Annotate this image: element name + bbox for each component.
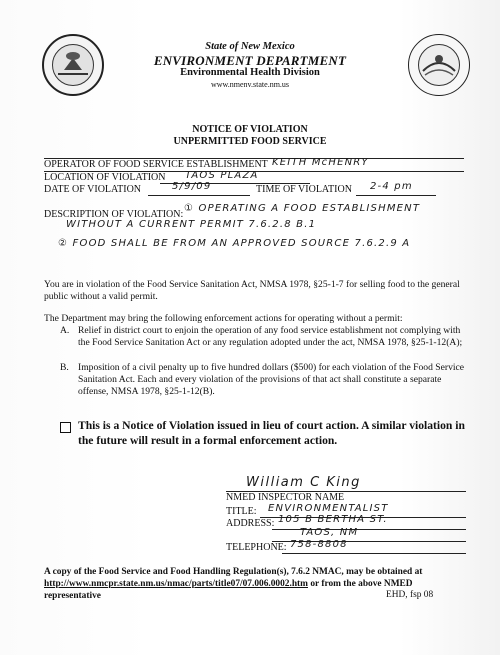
description-line-2: WITHOUT A CURRENT PERMIT 7.6.2.8 B.1 bbox=[66, 219, 317, 230]
date-value: 5/9/09 bbox=[172, 181, 212, 192]
time-rule bbox=[356, 195, 436, 196]
item-a-marker: A. bbox=[60, 325, 70, 336]
state-seal-icon bbox=[42, 34, 104, 96]
title-value: ENVIRONMENTALIST bbox=[268, 503, 389, 514]
description-label: DESCRIPTION OF VIOLATION: bbox=[44, 209, 184, 220]
operator-label: OPERATOR OF FOOD SERVICE ESTABLISHMENT bbox=[44, 159, 268, 170]
header-website: www.nmenv.state.nm.us bbox=[210, 80, 290, 89]
telephone-rule bbox=[282, 553, 466, 554]
location-value: TAOS PLAZA bbox=[185, 170, 259, 181]
time-label: TIME OF VIOLATION bbox=[256, 184, 352, 195]
address-line-2: TAOS, NM bbox=[300, 527, 359, 538]
footer-after-link: or from the above NMED bbox=[307, 579, 413, 589]
notice-checkbox bbox=[60, 422, 71, 433]
form-code: EHD, fsp 08 bbox=[386, 590, 434, 600]
telephone-value: 758-8808 bbox=[290, 539, 348, 550]
time-value: 2-4 pm bbox=[370, 181, 413, 192]
date-rule bbox=[148, 195, 250, 196]
header-division: Environmental Health Division bbox=[180, 67, 320, 78]
nmed-logo-icon bbox=[408, 34, 470, 96]
footer-line-1: A copy of the Food Service and Food Handling Regulation(s), 7.6.2 NMAC, may be obtained at bbox=[44, 567, 423, 577]
title-label: TITLE: bbox=[226, 506, 257, 517]
location-label: LOCATION OF VIOLATION bbox=[44, 172, 166, 183]
header-state: State of New Mexico bbox=[205, 41, 295, 52]
enforcement-intro: The Department may bring the following enforcement actions for operating without a permit: bbox=[44, 313, 403, 324]
item-b-text: Imposition of a civil penalty up to five hundred dollars ($500) for each violation of the Food Service Sanitation Act. Each and every violation of the provisions of that act shall constitute a separate offense, NMSA 1978, §25-1-12(B). bbox=[78, 362, 465, 397]
footer-representative: representative bbox=[44, 591, 101, 601]
regulation-link[interactable]: http://www.nmcpr.state.nm.us/nmac/parts/title07/07.006.0002.htm bbox=[44, 579, 308, 589]
address-line-1: 105 B BERTHA ST. bbox=[278, 514, 388, 525]
address-label: ADDRESS: bbox=[226, 518, 275, 529]
header-department: ENVIRONMENT DEPARTMENT bbox=[153, 53, 347, 68]
notice-title: NOTICE OF VIOLATION bbox=[192, 124, 308, 135]
inspector-signature: William C King bbox=[246, 475, 361, 490]
notice-subtitle: UNPERMITTED FOOD SERVICE bbox=[173, 136, 327, 147]
footer-line-2 bbox=[44, 578, 474, 590]
operator-value: KEITH McHENRY bbox=[272, 157, 369, 168]
item-b-marker: B. bbox=[60, 362, 69, 373]
date-label: DATE OF VIOLATION bbox=[44, 184, 142, 195]
item-a-text: Relief in district court to enjoin the operation of any food service establishment not complying with the Food Service Sanitation Act or any regulation adopted under the act, NMSA 1978, §25-1-12(A); bbox=[78, 325, 463, 348]
violation-paragraph: You are in violation of the Food Service Sanitation Act, NMSA 1978, §25-1-7 for selling food to the general public without a valid permit. bbox=[44, 279, 460, 302]
telephone-label: TELEPHONE: bbox=[226, 542, 287, 553]
description-line-3: ② FOOD SHALL BE FROM AN APPROVED SOURCE 7.6.2.9 A bbox=[58, 238, 411, 249]
notice-statement: This is a Notice of Violation issued in lieu of court action. A similar violation in the future will result in a formal enforcement action. bbox=[78, 419, 465, 447]
inspector-name-label: NMED INSPECTOR NAME bbox=[226, 492, 345, 503]
description-line-1: ① OPERATING A FOOD ESTABLISHMENT bbox=[184, 203, 421, 214]
